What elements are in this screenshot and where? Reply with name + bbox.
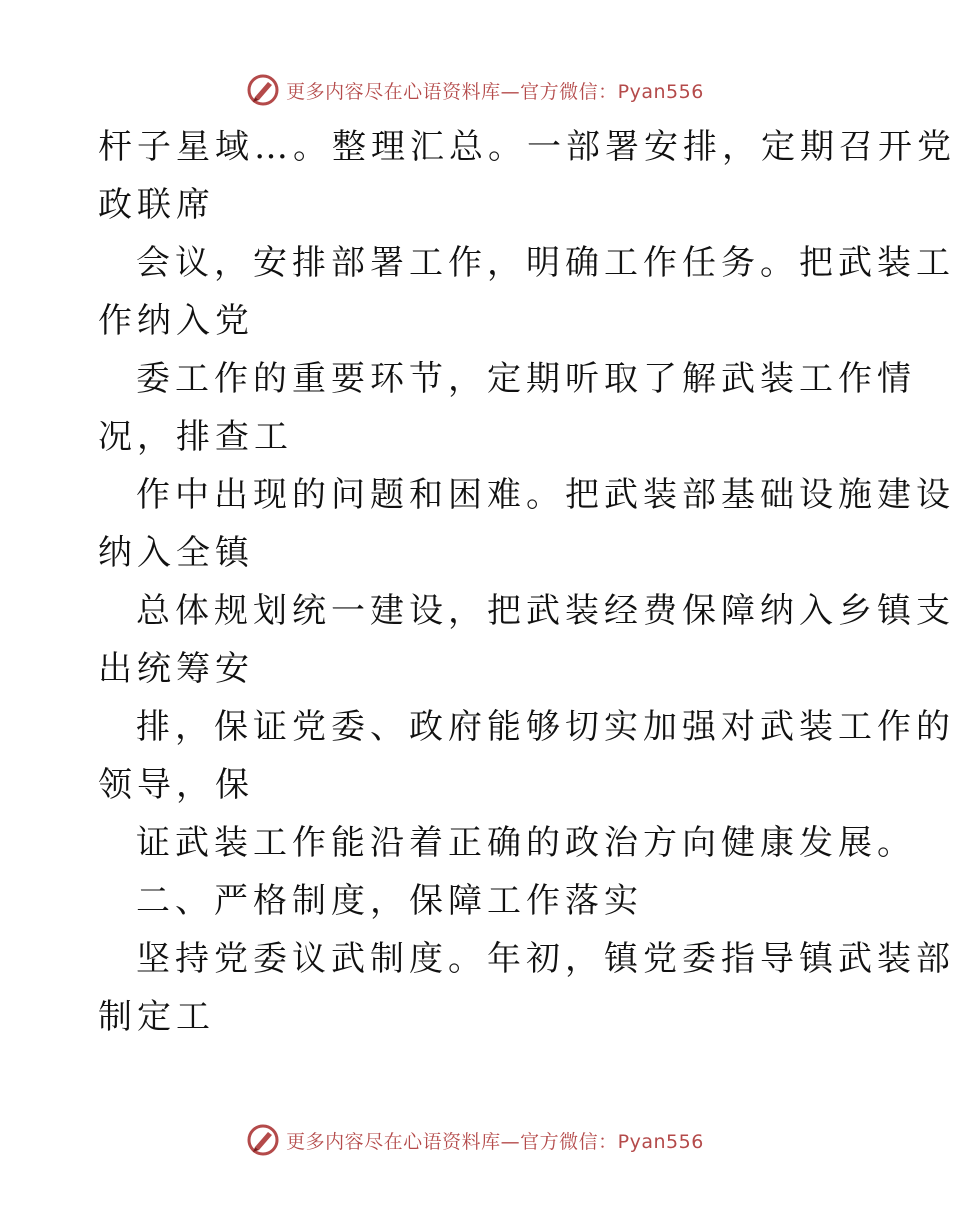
text-line: 作中出现的问题和困难。把武装部基础设施建设 bbox=[136, 475, 955, 515]
text-line: 二、严格制度，保障工作落实 bbox=[136, 881, 643, 921]
footer-watermark bbox=[0, 1120, 950, 1160]
text-line: 杆子星域…。整理汇总。一部署安排，定期召开党 bbox=[98, 127, 956, 167]
pen-logo-icon bbox=[246, 1123, 280, 1157]
watermark-text: 更多内容尽在心语资料库—官方微信：Pyan556 bbox=[286, 1130, 704, 1153]
text-line: 委工作的重要环节，定期听取了解武装工作情 bbox=[136, 359, 916, 399]
text-line: 作纳入党 bbox=[98, 301, 254, 341]
text-line: 政联席 bbox=[98, 185, 215, 225]
text-line: 排，保证党委、政府能够切实加强对武装工作的 bbox=[136, 707, 955, 747]
text-line: 总体规划统一建设，把武装经费保障纳入乡镇支 bbox=[136, 591, 955, 631]
text-line: 纳入全镇 bbox=[98, 533, 254, 573]
text-line: 制定工 bbox=[98, 997, 215, 1037]
watermark-text: 更多内容尽在心语资料库—官方微信：Pyan556 bbox=[286, 80, 704, 103]
text-line: 坚持党委议武制度。年初，镇党委指导镇武装部 bbox=[136, 939, 955, 979]
text-line: 领导，保 bbox=[98, 765, 254, 805]
text-line: 证武装工作能沿着正确的政治方向健康发展。 bbox=[136, 823, 916, 863]
text-line: 会议，安排部署工作，明确工作任务。把武装工 bbox=[136, 243, 955, 283]
pen-logo-icon bbox=[246, 73, 280, 107]
text-line: 出统筹安 bbox=[98, 649, 254, 689]
header-watermark bbox=[0, 70, 950, 110]
document-body bbox=[98, 118, 956, 1046]
text-line: 况，排查工 bbox=[98, 417, 293, 457]
